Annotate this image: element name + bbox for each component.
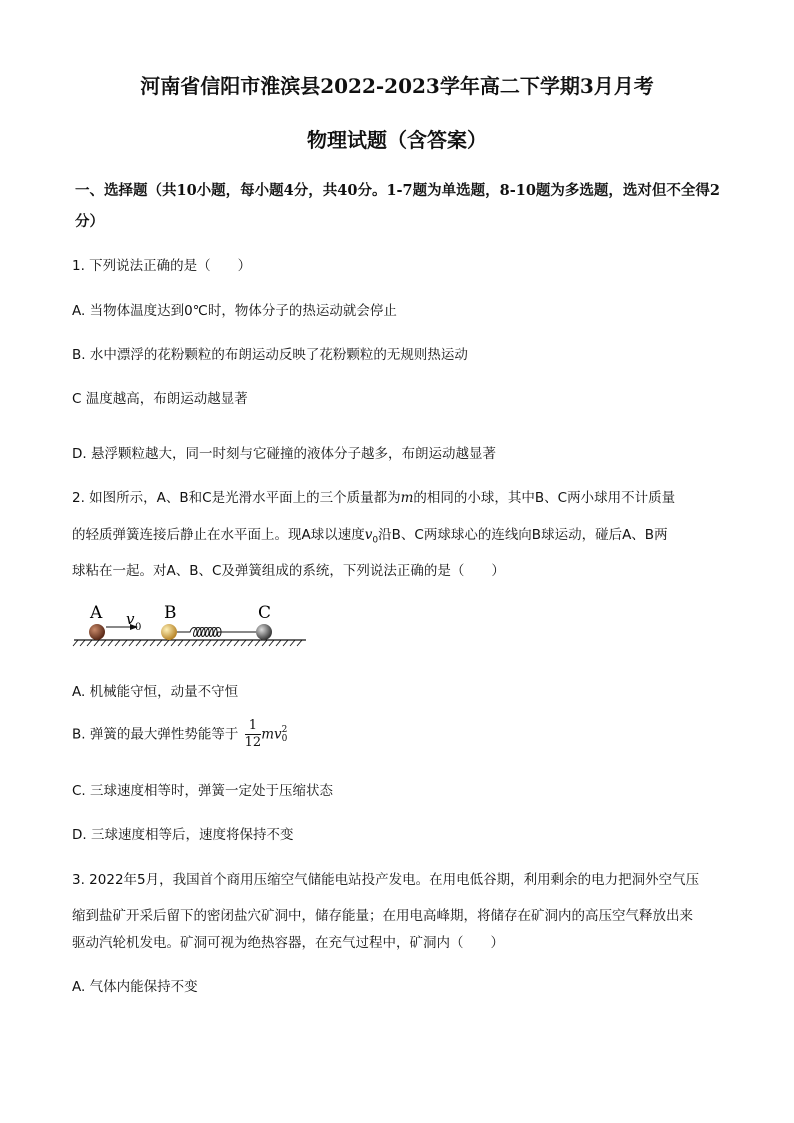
section-header: 一、选择题（共10小题，每小题4分，共40分。1-7题为单选题，8-10题为多选题，选对但不全得2分）	[75, 182, 721, 230]
q2-option-b-text: B. 弹簧的最大弹性势能等于	[72, 726, 239, 743]
q2-figure	[72, 600, 312, 655]
label-b: B	[164, 603, 177, 623]
q1-option-a: A. 当物体温度达到0℃时，物体分子的热运动就会停止	[72, 303, 397, 319]
q2-stem-l2-a: 的轻质弹簧连接后静止在水平面上。现A球以速度	[72, 527, 365, 543]
fraction-numerator: 1	[245, 718, 262, 735]
q2-option-b-sub: 0	[281, 733, 288, 744]
q2-option-b-sup: 2	[281, 724, 288, 735]
q1-option-c: C 温度越高，布朗运动越显著	[72, 391, 248, 407]
q1-stem: 1. 下列说法正确的是（ ）	[72, 258, 252, 274]
label-v: v	[126, 610, 135, 628]
q2-stem-mass: m	[400, 490, 414, 506]
label-v-sub: 0	[135, 622, 142, 633]
q2-stem-l2-b: 沿B、C两球球心的连线向B球运动，碰后A、B两	[378, 527, 668, 543]
q3-stem-line1: 3. 2022年5月，我国首个商用压缩空气储能电站投产发电。在用电低谷期，利用剩余的电力把洞外空气压	[72, 872, 700, 888]
q3-stem-line2: 缩到盐矿开采后留下的密闭盐穴矿洞中，储存能量；在用电高峰期，将储存在矿洞内的高压空气释放出来	[72, 908, 693, 924]
q2-stem-line3: 球粘在一起。对A、B、C及弹簧组成的系统，下列说法正确的是（ ）	[72, 563, 505, 579]
q2-stem-velocity: v	[364, 527, 373, 543]
q3-stem-line3: 驱动汽轮机发电。矿洞可视为绝热容器，在充气过程中，矿洞内（ ）	[72, 935, 504, 951]
ground-hatching	[73, 640, 302, 646]
fraction-denominator: 12	[244, 735, 262, 750]
q1-option-b: B. 水中漂浮的花粉颗粒的布朗运动反映了花粉颗粒的无规则热运动	[72, 347, 468, 363]
label-a: A	[90, 603, 103, 623]
q2-option-c: C. 三球速度相等时，弹簧一定处于压缩状态	[72, 783, 334, 799]
q2-stem-line2	[72, 523, 668, 546]
q2-stem-l1-a: 2. 如图所示，A、B和C是光滑水平面上的三个质量都为	[72, 490, 401, 506]
q2-option-d: D. 三球速度相等后，速度将保持不变	[72, 827, 294, 843]
q2-stem-l1-b: 的相同的小球，其中B、C两小球用不计质量	[413, 490, 676, 506]
q2-option-b-fraction	[245, 718, 262, 751]
q2-option-b-mv: mv	[261, 726, 282, 743]
ball-b	[161, 624, 177, 640]
spring	[177, 628, 256, 637]
q2-option-b	[72, 718, 287, 751]
q2-stem-line1	[72, 486, 675, 506]
q2-option-b-scripts	[282, 726, 288, 744]
label-c: C	[258, 603, 272, 623]
q3-option-a: A. 气体内能保持不变	[72, 979, 198, 995]
page-subtitle: 物理试题（含答案）	[307, 128, 487, 152]
page-title: 河南省信阳市淮滨县2022-2023学年高二下学期3月月考	[140, 74, 654, 98]
ball-a	[89, 624, 105, 640]
q2-option-a: A. 机械能守恒，动量不守恒	[72, 684, 239, 700]
q1-option-d: D. 悬浮颗粒越大，同一时刻与它碰撞的液体分子越多，布朗运动越显著	[72, 446, 496, 462]
q2-stem-velocity-sub: 0	[372, 535, 379, 546]
ball-c	[256, 624, 272, 640]
